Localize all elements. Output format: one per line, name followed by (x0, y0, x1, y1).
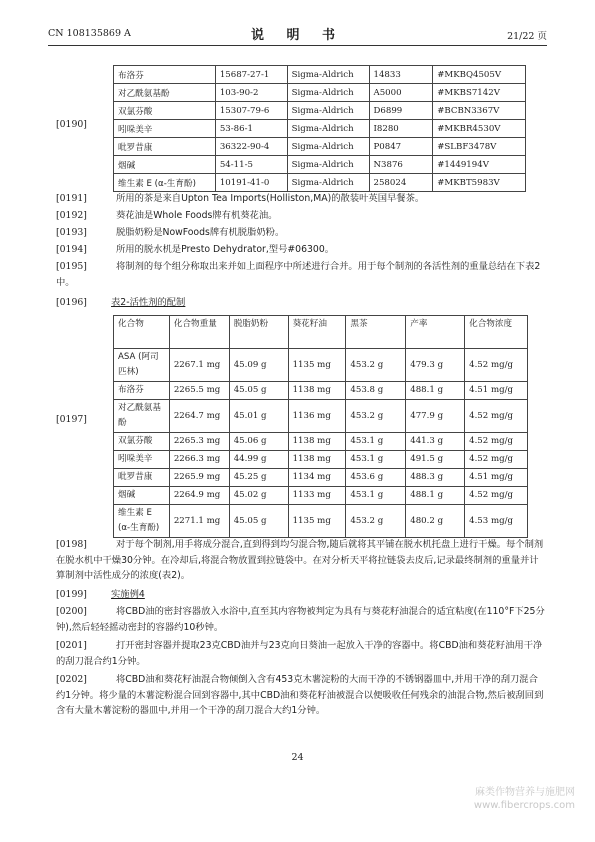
column-header: 葵花籽油 (288, 316, 346, 349)
table-cell: Sigma-Aldrich (287, 66, 369, 84)
table-cell: 1133 mg (288, 487, 346, 505)
table-cell: 4.51 mg/g (465, 382, 528, 400)
paragraph-number: [0195] (56, 261, 87, 272)
paragraph-number: [0200] (56, 606, 87, 617)
table-cell: 453.1 g (346, 433, 406, 451)
table-row (114, 487, 528, 505)
table-cell: 453.2 g (346, 349, 406, 382)
column-header: 黑茶 (346, 316, 406, 349)
table-cell: 4.52 mg/g (465, 433, 528, 451)
paragraph-number: [0199] (56, 589, 87, 600)
table-cell: 453.2 g (346, 505, 406, 538)
column-header: 化合物浓度 (465, 316, 528, 349)
paragraph-text: 打开密封容器并提取23克CBD油并与23克向日葵油一起放入干净的容器中。将CBD油和葵花籽油用干净的刮刀混合约1分钟。 (56, 640, 543, 667)
table-cell: 488.3 g (406, 469, 465, 487)
paragraph-number: [0197] (56, 414, 87, 425)
page-number: 24 (291, 752, 304, 763)
table-cell: 491.5 g (406, 451, 465, 469)
table-cell: 维生素 E (α-生育酚) (114, 505, 170, 538)
column-header: 化合物重量 (169, 316, 229, 349)
table-cell: 453.8 g (346, 382, 406, 400)
table-cell: 44.99 g (229, 451, 288, 469)
paragraph (56, 295, 546, 311)
table-cell: Sigma-Aldrich (287, 174, 369, 192)
page-ratio: 21/22 页 (507, 31, 547, 42)
paragraph (56, 537, 546, 584)
paragraph-text: 将CBD油和葵花籽油混合物倾倒入含有453克木薯淀粉的大而干净的不锈钢器皿中,并用干净的刮刀混合约1分钟。将少量的木薯淀粉混合回到容器中,其中CBD油和葵花籽油被混合以便吸收任何残余的油混合物,然后被刮回到含有大量木薯淀粉的器皿中,并用一个干净的刮刀混合大约1分钟。 (56, 674, 544, 717)
table-cell: #MKBT5983V (433, 174, 526, 192)
column-header: 产率 (406, 316, 465, 349)
table-cell: I8280 (369, 120, 433, 138)
table-cell: 1135 mg (288, 505, 346, 538)
patent-number: CN 108135869 A (48, 28, 131, 39)
table-cell: 4.53 mg/g (465, 505, 528, 538)
table-row (114, 505, 528, 538)
table-cell: 36322-90-4 (215, 138, 287, 156)
paragraph-number: [0198] (56, 539, 87, 550)
document-title: 说 明 书 (250, 28, 345, 43)
table-cell: 吲哚美辛 (114, 120, 216, 138)
table-row (114, 66, 526, 84)
table-cell: 480.2 g (406, 505, 465, 538)
table-cell: 维生素 E (α-生育酚) (114, 174, 216, 192)
paragraph (56, 638, 546, 669)
table-cell: P0847 (369, 138, 433, 156)
table-cell: 烟碱 (114, 487, 170, 505)
table-cell: 14833 (369, 66, 433, 84)
table-cell: 15307-79-6 (215, 102, 287, 120)
table-cell: 布洛芬 (114, 66, 216, 84)
table-cell: Sigma-Aldrich (287, 84, 369, 102)
table-cell: 2271.1 mg (169, 505, 229, 538)
paragraph (56, 191, 546, 207)
table-cell: #1449194V (433, 156, 526, 174)
table-cell: 4.52 mg/g (465, 349, 528, 382)
table-row (114, 451, 528, 469)
table-cell: 2265.5 mg (169, 382, 229, 400)
table-cell: 10191-41-0 (215, 174, 287, 192)
paragraph-number: [0202] (56, 674, 87, 685)
table-row (114, 349, 528, 382)
table-cell: 45.05 g (229, 505, 288, 538)
table-cell: 1134 mg (288, 469, 346, 487)
table-cell: 2265.3 mg (169, 433, 229, 451)
table-cell: 453.1 g (346, 487, 406, 505)
table-cell: Sigma-Aldrich (287, 156, 369, 174)
table-cell: #MKBR4530V (433, 120, 526, 138)
paragraph-number: [0191] (56, 193, 87, 204)
paragraph-number: [0192] (56, 210, 87, 221)
table-caption: 表2-活性剂的配制 (111, 297, 186, 308)
column-header: 化合物 (114, 316, 170, 349)
table-cell: 453.6 g (346, 469, 406, 487)
table-cell: 对乙酰氨基酚 (114, 84, 216, 102)
table-cell: 1138 mg (288, 451, 346, 469)
paragraph (56, 587, 546, 603)
table-cell: 453.2 g (346, 400, 406, 433)
table-cell: A5000 (369, 84, 433, 102)
table-cell: 258024 (369, 174, 433, 192)
table-row (114, 433, 528, 451)
table-cell: 吡罗昔康 (114, 469, 170, 487)
table-cell: 45.09 g (229, 349, 288, 382)
table-row (114, 84, 526, 102)
table-cell: 4.52 mg/g (465, 487, 528, 505)
table-cell: 45.02 g (229, 487, 288, 505)
table-cell: #MKBS7142V (433, 84, 526, 102)
paragraph-text: 所用的脱水机是Presto Dehydrator,型号#06300。 (116, 244, 335, 255)
table-cell: 4.52 mg/g (465, 400, 528, 433)
table-cell: 488.1 g (406, 487, 465, 505)
table-cell: 45.06 g (229, 433, 288, 451)
paragraph (56, 225, 546, 241)
example-heading: 实施例4 (111, 589, 145, 600)
table-cell: 双氯芬酸 (114, 433, 170, 451)
table-cell: 烟碱 (114, 156, 216, 174)
table-cell: 4.51 mg/g (465, 469, 528, 487)
page-header (48, 26, 547, 42)
table-cell: 441.3 g (406, 433, 465, 451)
paragraph (56, 259, 546, 290)
table-cell: Sigma-Aldrich (287, 120, 369, 138)
table-cell: 45.25 g (229, 469, 288, 487)
header-rule (48, 45, 547, 46)
table-cell: #BCBN3367V (433, 102, 526, 120)
watermark-url: www.fibercrops.com (473, 800, 575, 811)
paragraph-number: [0194] (56, 244, 87, 255)
table-cell: 吡罗昔康 (114, 138, 216, 156)
table-cell: 453.1 g (346, 451, 406, 469)
formulation-table (113, 315, 528, 538)
table-cell: 54-11-5 (215, 156, 287, 174)
reagent-table (113, 65, 526, 192)
table-row (114, 102, 526, 120)
table-row (114, 138, 526, 156)
paragraph-text: 葵花油是Whole Foods牌有机葵花油。 (116, 210, 278, 221)
paragraph-number: [0193] (56, 227, 87, 238)
table-cell: 2265.9 mg (169, 469, 229, 487)
table-row (114, 469, 528, 487)
table-cell: 2266.3 mg (169, 451, 229, 469)
paragraph-text: 将CBD油的密封容器放入水浴中,直至其内容物被判定为具有与葵花籽油混合的适宜粘度(在110°F下25分钟),然后轻轻摇动密封的容器约10秒钟。 (56, 606, 545, 633)
table-row (114, 382, 528, 400)
watermark (474, 786, 575, 812)
paragraph-number: [0201] (56, 640, 87, 651)
paragraph-text: 脱脂奶粉是NowFoods牌有机脱脂奶粉。 (116, 227, 285, 238)
table-cell: 2264.9 mg (169, 487, 229, 505)
table-row (114, 174, 526, 192)
paragraph (56, 242, 546, 258)
table-cell: #MKBQ4505V (433, 66, 526, 84)
table-cell: 479.3 g (406, 349, 465, 382)
table-cell: 53-86-1 (215, 120, 287, 138)
table-row (114, 120, 526, 138)
table-cell: N3876 (369, 156, 433, 174)
table-cell: 1138 mg (288, 433, 346, 451)
table-cell: #SLBF3478V (433, 138, 526, 156)
table-cell: 45.01 g (229, 400, 288, 433)
table-cell: 布洛芬 (114, 382, 170, 400)
table-cell: D6899 (369, 102, 433, 120)
table-cell: 488.1 g (406, 382, 465, 400)
table-cell: 1138 mg (288, 382, 346, 400)
table-row (114, 400, 528, 433)
table-header-row (114, 316, 528, 349)
table-cell: 吲哚美辛 (114, 451, 170, 469)
paragraph-text: 将制剂的每个组分称取出来并如上面程序中所述进行合并。用于每个制剂的各活性剂的重量总结在下表2中。 (56, 261, 541, 288)
table-cell: Sigma-Aldrich (287, 138, 369, 156)
table-cell: Sigma-Aldrich (287, 102, 369, 120)
table-cell: 477.9 g (406, 400, 465, 433)
table-cell: 45.05 g (229, 382, 288, 400)
table-cell: 对乙酰氨基酚 (114, 400, 170, 433)
table-cell: 4.52 mg/g (465, 451, 528, 469)
paragraph (56, 672, 546, 719)
table-cell: 双氯芬酸 (114, 102, 216, 120)
table-cell: 1135 mg (288, 349, 346, 382)
paragraph-number: [0190] (56, 119, 87, 130)
table-cell: 15687-27-1 (215, 66, 287, 84)
watermark-text: 麻类作物营养与施肥网 (475, 787, 575, 798)
paragraph-text: 所用的茶是来自Upton Tea Imports(Holliston,MA)的散装叶英国早餐茶。 (116, 193, 425, 204)
table-cell: 103-90-2 (215, 84, 287, 102)
paragraph-text: 对于每个制剂,用手将成分混合,直到得到均匀混合物,随后就将其平铺在脱水机托盘上进行干燥。每个制剂在脱水机中干燥30分钟。在冷却后,将混合物放置到拉链袋中。在对分析天平将拉链袋去皮后,记录最终制剂的重量并计算制剂中活性成分的浓度(表2)。 (56, 539, 544, 582)
table-cell: ASA (阿司匹林) (114, 349, 170, 382)
table-cell: 2267.1 mg (169, 349, 229, 382)
table-cell: 2264.7 mg (169, 400, 229, 433)
column-header: 脱脂奶粉 (229, 316, 288, 349)
paragraph (56, 604, 546, 635)
paragraph-number: [0196] (56, 297, 87, 308)
table-cell: 1136 mg (288, 400, 346, 433)
table-row (114, 156, 526, 174)
paragraph (56, 208, 546, 224)
